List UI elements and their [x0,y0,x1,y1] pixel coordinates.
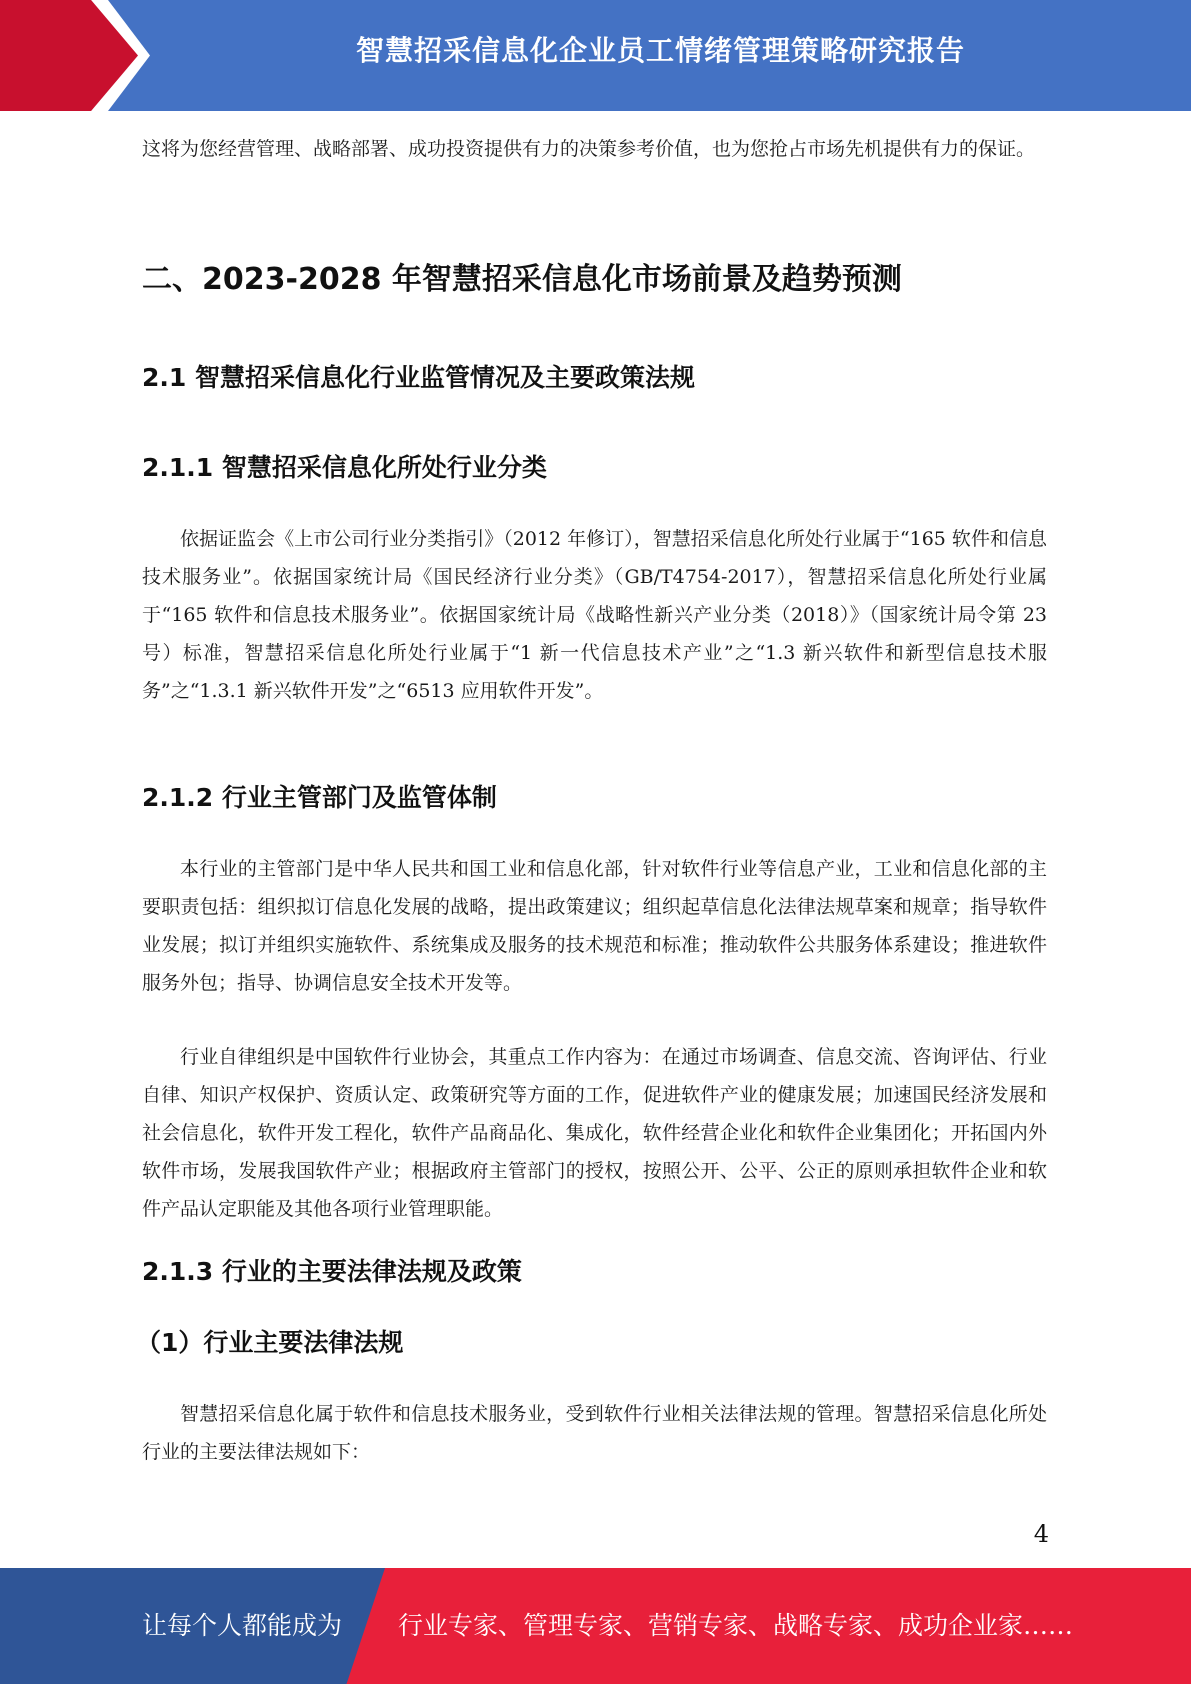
section-2-1-heading: 2.1 智慧招采信息化行业监管情况及主要政策法规 [142,363,695,392]
report-title: 智慧招采信息化企业员工情绪管理策略研究报告 [355,34,965,67]
section-2-1-1-heading: 2.1.1 智慧招采信息化所处行业分类 [142,453,547,482]
laws-intro-paragraph: 智慧招采信息化属于软件和信息技术服务业，受到软件行业相关法律法规的管理。智慧招采信息化所处行业的主要法律法规如下： [142,1403,1047,1463]
intro-paragraph: 这将为您经营管理、战略部署、成功投资提供有力的决策参考价值，也为您抢占市场先机提供有力的保证。 [142,138,1036,160]
section-2-1-2-heading: 2.1.2 行业主管部门及监管体制 [142,783,497,812]
regulator-paragraph: 本行业的主管部门是中华人民共和国工业和信息化部，针对软件行业等信息产业，工业和信息化部的主要职责包括：组织拟订信息化发展的战略，提出政策建议；组织起草信息化法律法规草案和规章；指导软件业发展；拟订并组织实施软件、系统集成及服务的技术规范和标准；推动软件公共服务体系建设；推进软件服务外包；指导、协调信息安全技术开发等。 [142,858,1047,994]
page-number: 4 [1033,1520,1049,1548]
subsection-1-heading: （1）行业主要法律法规 [136,1328,404,1357]
footer-slogan-right: 行业专家、管理专家、营销专家、战略专家、成功企业家…… [398,1611,1074,1640]
footer-banner [0,1568,1191,1684]
section-2-heading: 二、2023-2028 年智慧招采信息化市场前景及趋势预测 [142,262,902,297]
industry-classification-paragraph: 依据证监会《上市公司行业分类指引》（2012 年修订），智慧招采信息化所处行业属于“165 软件和信息技术服务业”。依据国家统计局《国民经济行业分类》（GB/T4754-2017），智慧招采信息化所处行业属于“165 软件和信息技术服务业”。依据国家统计局《战略性新兴产业分类（2018）》（国家统计局令第 23 号）标准，智慧招采信息化所处行业属于“1 新一代信息技术产业”之“1.3 新兴软件和新型信息技术服务”之“1.3.1 新兴软件开发”之“6513 应用软件开发”。 [142,528,1047,702]
section-2-1-3-heading: 2.1.3 行业的主要法律法规及政策 [142,1257,522,1286]
industry-association-paragraph: 行业自律组织是中国软件行业协会，其重点工作内容为：在通过市场调查、信息交流、咨询评估、行业自律、知识产权保护、资质认定、政策研究等方面的工作，促进软件产业的健康发展；加速国民经济发展和社会信息化，软件开发工程化，软件产品商品化、集成化，软件经营企业化和软件企业集团化；开拓国内外软件市场，发展我国软件产业；根据政府主管部门的授权，按照公开、公平、公正的原则承担软件企业和软件产品认定职能及其他各项行业管理职能。 [142,1046,1047,1220]
footer-slogan-left: 让每个人都能成为 [142,1611,343,1640]
header-banner [0,0,1191,111]
